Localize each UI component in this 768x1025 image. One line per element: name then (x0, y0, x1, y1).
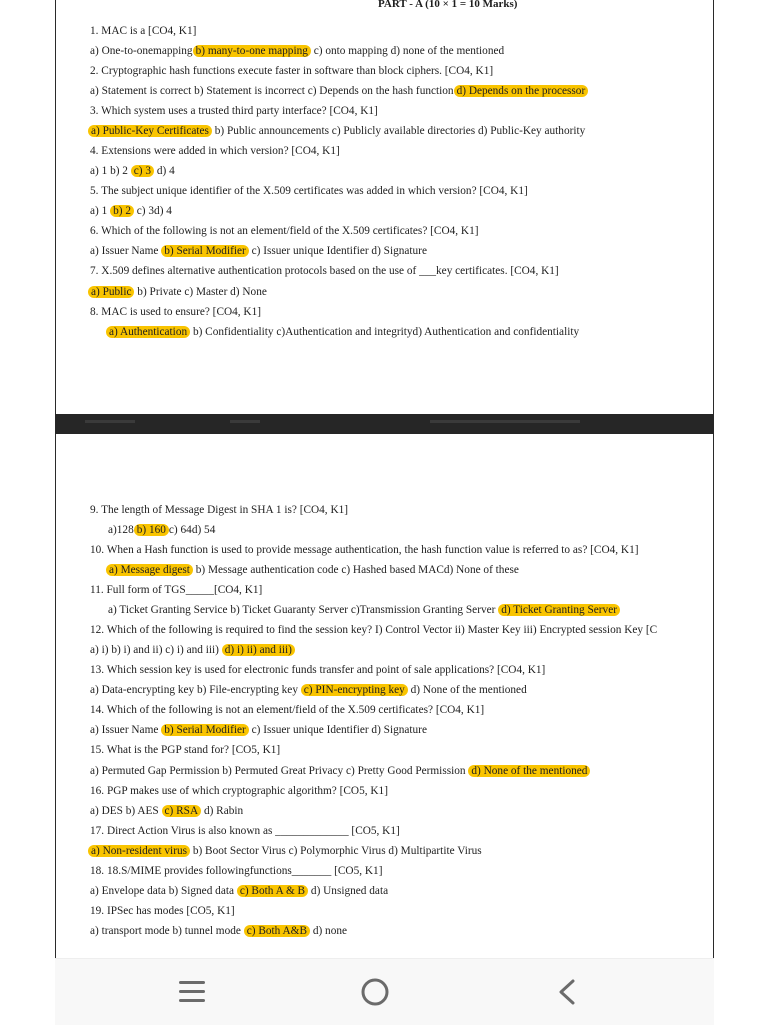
question-text: 17. Direct Action Virus is also known as _____________ [CO5, K1] (90, 825, 400, 837)
question-text: 2. Cryptographic hash functions execute faster in software than block ciphers. [CO4, K1] (90, 65, 494, 77)
question-text: b) Confidentiality c)Authentication and integrityd) Authentication and confidentiality (190, 326, 580, 338)
question-text: b) Message authentication code c) Hashed based MACd) None of these (192, 564, 519, 576)
menu-icon[interactable] (172, 977, 212, 1007)
question-text: 15. What is the PGP stand for? [CO5, K1] (90, 744, 281, 756)
question-text: c) Issuer unique Identifier d) Signature (248, 724, 427, 736)
question-text: d) None of the mentioned (407, 684, 527, 696)
question-text: b) Public announcements c) Publicly available directories d) Public-Key authority (211, 125, 586, 137)
question-text: a) One-to-onemapping (90, 45, 193, 57)
highlighted-answer: a) Authentication (106, 326, 190, 338)
page-left-border (55, 0, 56, 960)
question-line (90, 623, 657, 637)
question-line (90, 743, 280, 757)
question-line (90, 864, 382, 878)
question-line (90, 224, 479, 238)
question-text: a) i) b) i) and ii) c) i) and iii) (90, 644, 222, 656)
question-line (88, 844, 482, 858)
question-text: a) 1 (90, 205, 111, 217)
question-text: 1. MAC is a [CO4, K1] (90, 25, 197, 37)
highlighted-answer: c) PIN-encrypting key (301, 684, 408, 696)
question-line (90, 764, 590, 778)
highlighted-answer: c) 3 (131, 165, 154, 177)
question-text: 5. The subject unique identifier of the X.509 certificates was added in which version? [CO4, K1] (90, 185, 528, 197)
question-text: a) Issuer Name (90, 245, 162, 257)
question-line (90, 804, 243, 818)
highlighted-answer: c) Both A & B (237, 885, 308, 897)
question-line (90, 264, 559, 278)
question-line (108, 523, 215, 537)
page-separator-band (55, 414, 714, 434)
question-line (90, 643, 295, 657)
question-text: d) none (310, 925, 348, 937)
question-text: 13. Which session key is used for electronic funds transfer and point of sale applications? [CO4, K1] (90, 664, 546, 676)
highlighted-answer: b) Serial Modifier (161, 724, 249, 736)
question-text: a)128 (108, 524, 134, 536)
question-line (90, 164, 175, 178)
android-navigation-bar (55, 958, 714, 1025)
question-line (90, 244, 427, 258)
back-icon[interactable] (547, 977, 587, 1007)
question-text: a) Envelope data b) Signed data (90, 885, 237, 897)
question-text: c) 3d) 4 (133, 205, 172, 217)
question-line (106, 325, 579, 339)
question-line (90, 723, 427, 737)
question-line (90, 583, 262, 597)
highlighted-answer: a) Non-resident virus (88, 845, 190, 857)
question-line (90, 703, 484, 717)
question-text: c) onto mapping d) none of the mentioned (310, 45, 505, 57)
question-line (106, 563, 519, 577)
highlighted-answer: a) Message digest (106, 564, 193, 576)
section-header: PART - A (10 × 1 = 10 Marks) (378, 0, 518, 10)
question-text: 9. The length of Message Digest in SHA 1 is? [CO4, K1] (90, 504, 349, 516)
question-line (90, 64, 493, 78)
question-text: 14. Which of the following is not an element/field of the X.509 certificates? [CO4, K1] (90, 704, 485, 716)
question-text: c) Issuer unique Identifier d) Signature (248, 245, 427, 257)
question-text: a) 1 b) 2 (90, 165, 131, 177)
question-line (90, 784, 388, 798)
highlighted-answer: b) Serial Modifier (161, 245, 249, 257)
highlighted-answer: b) 160 (134, 524, 169, 536)
question-line (90, 683, 527, 697)
highlighted-answer: d) None of the mentioned (468, 765, 590, 777)
question-line (88, 285, 267, 299)
question-text: 19. IPSec has modes [CO5, K1] (90, 905, 235, 917)
question-text: c) 64d) 54 (168, 524, 216, 536)
highlighted-answer: c) Both A&B (244, 925, 310, 937)
question-line (90, 904, 235, 918)
question-line (90, 44, 504, 58)
question-line (90, 204, 172, 218)
question-text: 4. Extensions were added in which version? [CO4, K1] (90, 145, 340, 157)
question-text: d) 4 (154, 165, 175, 177)
question-text: d) Unsigned data (308, 885, 389, 897)
question-line (90, 84, 588, 98)
question-line (108, 603, 620, 617)
highlighted-answer: d) Depends on the processor (454, 85, 589, 97)
highlighted-answer: d) Ticket Granting Server (498, 604, 620, 616)
highlighted-answer: b) many-to-one mapping (193, 45, 311, 57)
question-line (90, 305, 261, 319)
highlighted-answer: c) RSA (162, 805, 202, 817)
home-icon[interactable] (355, 977, 395, 1007)
question-line (90, 924, 347, 938)
question-line (88, 124, 585, 138)
question-line (90, 184, 528, 198)
question-text: a) transport mode b) tunnel mode (90, 925, 244, 937)
question-line (90, 824, 400, 838)
highlighted-answer: b) 2 (110, 205, 134, 217)
question-text: 3. Which system uses a trusted third party interface? [CO4, K1] (90, 105, 378, 117)
question-line (90, 503, 348, 517)
question-text: a) Issuer Name (90, 724, 162, 736)
question-text: a) Permuted Gap Permission b) Permuted Great Privacy c) Pretty Good Permission (90, 765, 469, 777)
question-text: 12. Which of the following is required to find the session key? I) Control Vector ii) Master Key iii) Encrypted session Key [C (90, 624, 658, 636)
question-line (90, 104, 378, 118)
question-text: a) Data-encrypting key b) File-encrypting key (90, 684, 301, 696)
question-text: a) DES b) AES (90, 805, 162, 817)
question-text: 11. Full form of TGS_____[CO4, K1] (90, 584, 263, 596)
question-line (90, 663, 545, 677)
highlighted-answer: d) i) ii) and iii) (222, 644, 295, 656)
question-text: 18. 18.S/MIME provides followingfunctions_______ [CO5, K1] (90, 865, 383, 877)
question-text: 7. X.509 defines alternative authentication protocols based on the use of ___key certificates. [CO4, K1] (90, 265, 559, 277)
highlighted-answer: a) Public-Key Certificates (88, 125, 212, 137)
question-text: a) Statement is correct b) Statement is incorrect c) Depends on the hash function (90, 85, 454, 97)
question-text: 16. PGP makes use of which cryptographic algorithm? [CO5, K1] (90, 785, 388, 797)
question-line (90, 24, 196, 38)
question-text: a) Ticket Granting Service b) Ticket Guaranty Server c)Transmission Granting Server (108, 604, 499, 616)
question-line (90, 884, 388, 898)
question-text: 8. MAC is used to ensure? [CO4, K1] (90, 306, 262, 318)
highlighted-answer: a) Public (88, 286, 134, 298)
question-text: b) Private c) Master d) None (134, 286, 267, 298)
page-right-border (713, 0, 714, 960)
question-text: d) Rabin (201, 805, 244, 817)
question-line (90, 543, 638, 557)
question-text: b) Boot Sector Virus c) Polymorphic Virus d) Multipartite Virus (190, 845, 482, 857)
question-text: 10. When a Hash function is used to provide message authentication, the hash function value is referred to as? [CO4, K1] (90, 544, 639, 556)
question-line (90, 144, 340, 158)
question-text: 6. Which of the following is not an element/field of the X.509 certificates? [CO4, K1] (90, 225, 479, 237)
